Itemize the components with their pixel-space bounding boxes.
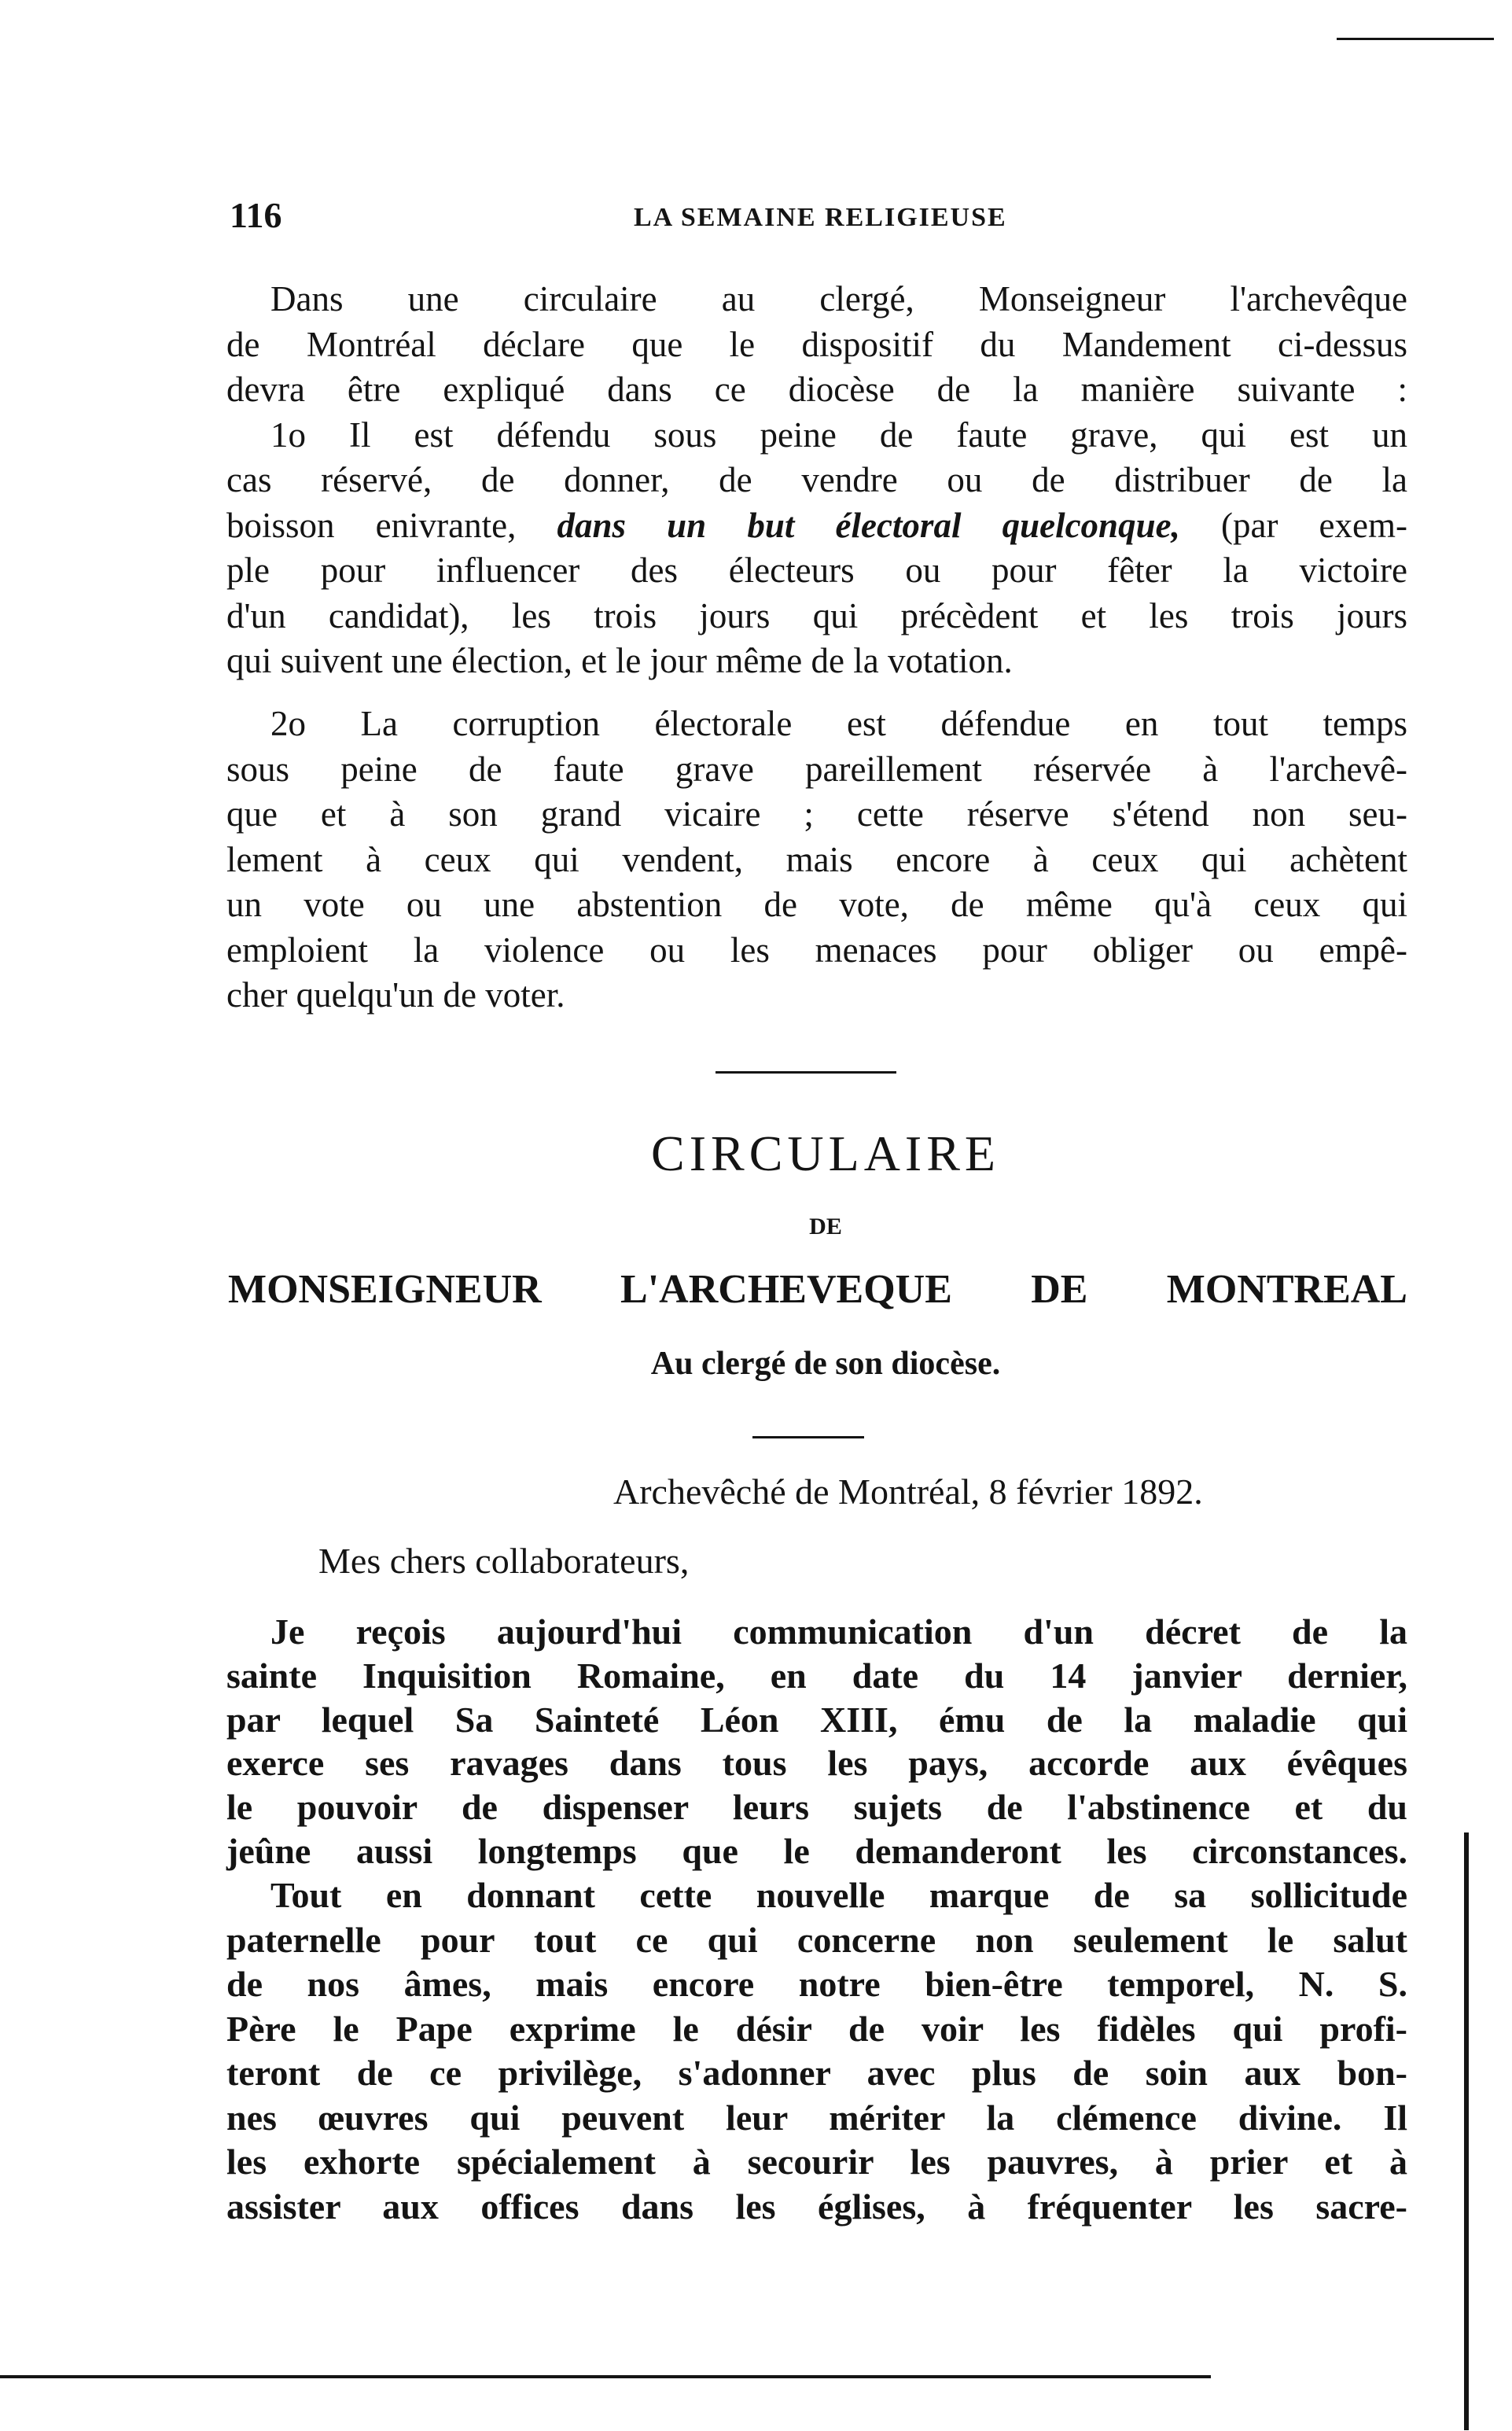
text-fragment: (par exem- — [1179, 505, 1407, 545]
paragraph-4 — [226, 1873, 1407, 2229]
text-line: Dans une circulaire au clergé, Monseigneur l'archevêque — [270, 279, 1407, 319]
heading-divider — [752, 1436, 864, 1438]
scan-edge-mark — [1464, 1832, 1469, 2430]
text-line: qui suivent une élection, et le jour même de la votation. — [226, 641, 1013, 680]
page-number: 116 — [230, 195, 282, 235]
text-line: par lequel Sa Sainteté Léon XIII, ému de la maladie qui — [226, 1699, 1407, 1740]
circulaire-addressee: Au clergé de son diocèse. — [650, 1346, 1001, 1382]
section-divider — [716, 1071, 896, 1074]
text-line: d'un candidat), les trois jours qui précèdent et les trois jours — [226, 595, 1407, 635]
text-fragment: boisson enivrante, — [226, 505, 557, 545]
bottom-rule — [0, 2375, 1211, 2378]
text-line: 1o Il est défendu sous peine de faute grave, qui est un — [270, 414, 1407, 455]
text-line: Je reçois aujourd'hui communication d'un décret de la — [270, 1611, 1407, 1652]
text-line: paternelle pour tout ce qui concerne non seulement le salut — [226, 1919, 1407, 1960]
circulaire-title: CIRCULAIRE — [651, 1125, 1000, 1181]
text-line: les exhorte spécialement à secourir les pauvres, à prier et à — [226, 2142, 1407, 2182]
text-line: sous peine de faute grave pareillement réservée à l'archevê- — [226, 749, 1407, 789]
text-line: de nos âmes, mais encore notre bien-être temporel, N. S. — [226, 1964, 1407, 2004]
text-line: exerce ses ravages dans tous les pays, accorde aux évêques — [226, 1743, 1407, 1784]
text-line: Tout en donnant cette nouvelle marque de sa sollicitude — [270, 1875, 1407, 1915]
circulaire-de: DE — [809, 1214, 842, 1239]
text-line: que et à son grand vicaire ; cette réserve s'étend non seu- — [226, 794, 1407, 834]
text-line: emploient la violence ou les menaces pour obliger ou empê- — [226, 930, 1407, 970]
text-line: lement à ceux qui vendent, mais encore à ceux qui achètent — [226, 839, 1407, 879]
text-line: cher quelqu'un de voter. — [226, 975, 565, 1015]
text-line: sainte Inquisition Romaine, en date du 14 janvier dernier, — [226, 1655, 1407, 1696]
text-line: un vote ou une abstention de vote, de même qu'à ceux qui — [226, 885, 1407, 924]
text-line: teront de ce privilège, s'adonner avec plus de soin aux bon- — [226, 2053, 1407, 2093]
dateline: Archevêché de Montréal, 8 février 1892. — [613, 1471, 1203, 1512]
text-line: ple pour influencer des électeurs ou pour fêter la victoire — [226, 551, 1407, 590]
circulaire-author: MONSEIGNEUR L'ARCHEVEQUE DE MONTREAL — [228, 1267, 1407, 1312]
text-line-mixed — [226, 503, 1407, 549]
corner-rule — [1337, 38, 1494, 40]
text-line: devra être expliqué dans ce diocèse de la manière suivante : — [226, 370, 1407, 409]
text-line: jeûne aussi longtemps que le demanderont les circonstances. — [226, 1830, 1407, 1871]
text-line: le pouvoir de dispenser leurs sujets de l'abstinence et du — [226, 1787, 1407, 1828]
text-line: cas réservé, de donner, de vendre ou de distribuer de la — [226, 460, 1407, 499]
text-line: Père le Pape exprime le désir de voir les fidèles qui profi- — [226, 2008, 1407, 2049]
italic-phrase: dans un but électoral quelconque, — [557, 505, 1180, 545]
paragraph-3 — [226, 1610, 1407, 1873]
running-head: LA SEMAINE RELIGIEUSE — [634, 203, 1007, 232]
paragraph-2 — [226, 702, 1407, 1018]
text-line: assister aux offices dans les églises, à fréquenter les sacre- — [226, 2186, 1407, 2227]
paragraph-1 — [226, 277, 1407, 684]
text-line: nes œuvres qui peuvent leur mériter la clémence divine. Il — [226, 2097, 1407, 2138]
text-line: 2o La corruption électorale est défendue en tout temps — [270, 704, 1407, 743]
salutation: Mes chers collaborateurs, — [318, 1541, 690, 1581]
text-line: de Montréal déclare que le dispositif du Mandement ci-dessus — [226, 324, 1407, 364]
